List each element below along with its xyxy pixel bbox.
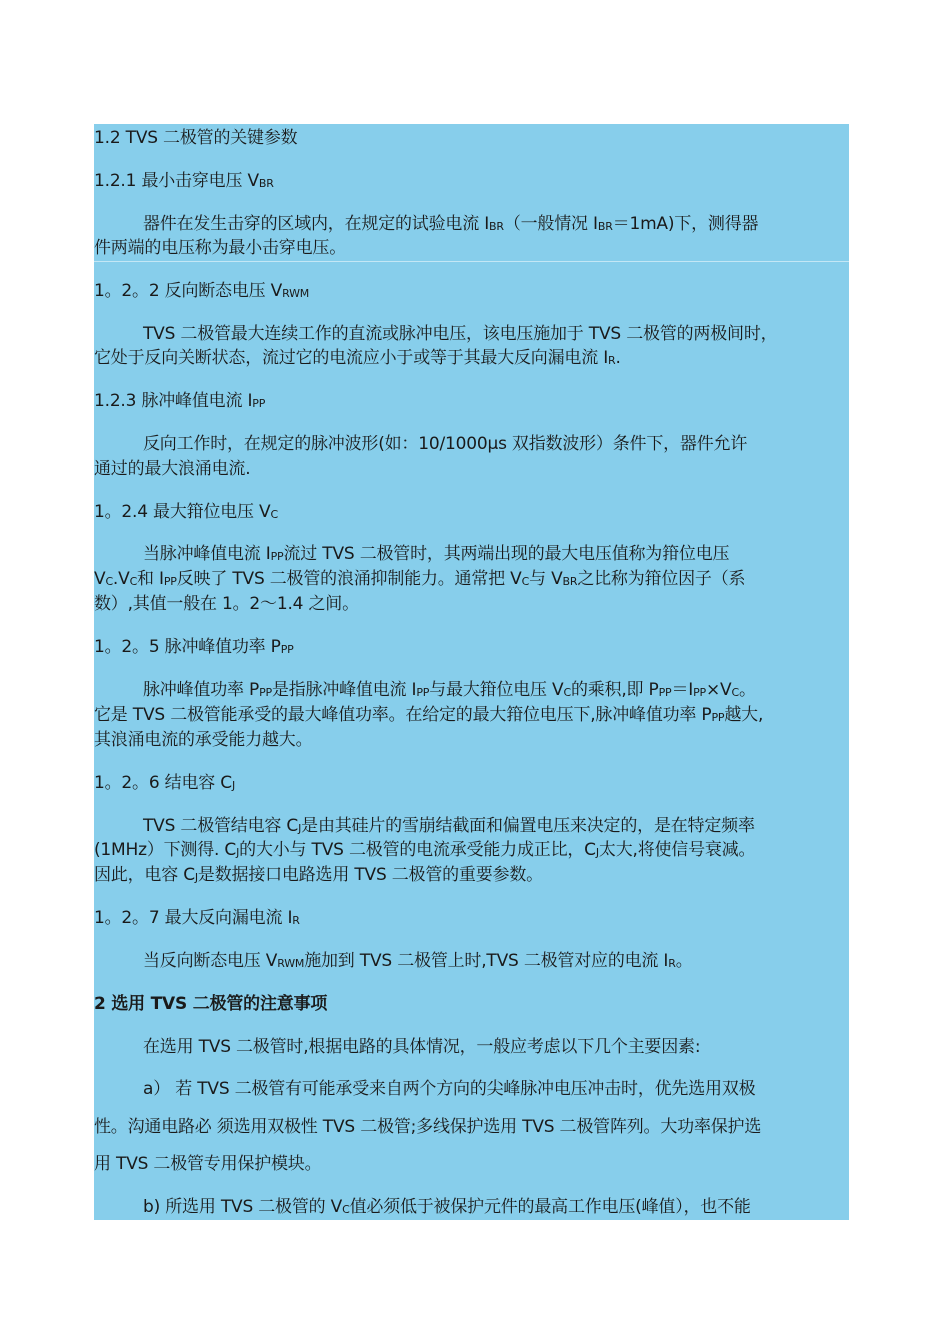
paragraph-separator (94, 261, 849, 262)
paragraph-line: 其浪涌电流的承受能力越大。 (94, 730, 313, 750)
heading-max-clamping-voltage: 1。2.4 最大箝位电压 $V_C$ (94, 502, 278, 522)
paragraph-line: (1MHz）下测得. $C_J$的大小与 TVS 二极管的电流承受能力成正比，$C_J$太大,将使信号衰减。 (94, 840, 756, 860)
paragraph-line: 用 TVS 二极管专用保护模块。 (94, 1154, 322, 1174)
heading-reverse-standoff-voltage: 1。2。2 反向断态电压 $V_{RWM}$ (94, 281, 310, 301)
paragraph-line: 在选用 TVS 二极管时,根据电路的具体情况，一般应考虑以下几个主要因素: (143, 1037, 701, 1057)
paragraph-line: 性。沟通电路必 须选用双极性 TVS 二极管;多线保护选用 TVS 二极管阵列。大功率保护选 (94, 1117, 762, 1137)
paragraph-line: TVS 二极管最大连续工作的直流或脉冲电压，该电压施加于 TVS 二极管的两极间时， (143, 324, 778, 344)
heading-max-reverse-leakage: 1。2。7 最大反向漏电流 $I_R$ (94, 908, 300, 928)
paragraph-line: 件两端的电压称为最小击穿电压。 (94, 238, 346, 258)
paragraph-line: TVS 二极管结电容 $C_J$是由其硅片的雪崩结截面和偏置电压来决定的，是在特定频率 (143, 816, 755, 836)
paragraph-line: 反向工作时，在规定的脉冲波形(如：10/1000μs 双指数波形）条件下，器件允许 (143, 434, 748, 454)
paragraph-line: b) 所选用 TVS 二极管的 $V_C$值必须低于被保护元件的最高工作电压(峰值），也不能 (143, 1197, 751, 1217)
paragraph-line: 脉冲峰值功率 $P_{PP}$是指脉冲峰值电流 $I_{PP}$与最大箝位电压 $V_C$的乘积,即 $P_{PP}=I_{PP}\times V_C$。 (143, 680, 756, 700)
heading-peak-pulse-current: 1.2.3 脉冲峰值电流 $I_{PP}$ (94, 391, 266, 411)
heading-peak-pulse-power: 1。2。5 脉冲峰值功率 $P_{PP}$ (94, 637, 294, 657)
paragraph-line: 它是 TVS 二极管能承受的最大峰值功率。在给定的最大箝位电压下,脉冲峰值功率 $P_{PP}$越大, (94, 705, 764, 725)
paragraph-line: 当脉冲峰值电流 $I_{PP}$流过 TVS 二极管时，其两端出现的最大电压值称为箝位电压 (143, 544, 730, 564)
document-page-content (94, 124, 849, 1220)
paragraph-line: 通过的最大浪涌电流. (94, 459, 251, 479)
heading-min-breakdown-voltage: 1.2.1 最小击穿电压 $V_{BR}$ (94, 171, 274, 191)
paragraph-line: 它处于反向关断状态，流过它的电流应小于或等于其最大反向漏电流 $I_R$. (94, 348, 621, 368)
paragraph-line: 数）,其值一般在 1。2～1.4 之间。 (94, 594, 359, 614)
paragraph-line: a） 若 TVS 二极管有可能承受来自两个方向的尖峰脉冲电压冲击时，优先选用双极 (143, 1079, 756, 1099)
paragraph-line: $V_C.V_C$和 $I_{PP}$反映了 TVS 二极管的浪涌抑制能力。通常把 $V_C$与 $V_{BR}$之比称为箝位因子（系 (94, 569, 746, 589)
paragraph-line: 器件在发生击穿的区域内，在规定的试验电流 $I_{BR}$（一般情况 $I_{BR}=1mA$)下，测得器 (143, 214, 759, 234)
section-heading-2: 2 选用 TVS 二极管的注意事项 (94, 994, 328, 1014)
paragraph-line: 当反向断态电压 $V_{RWM}$施加到 TVS 二极管上时,TVS 二极管对应的电流 $I_R$。 (143, 951, 693, 971)
paragraph-line: 因此，电容 $C_J$是数据接口电路选用 TVS 二极管的重要参数。 (94, 865, 543, 885)
heading-junction-capacitance: 1。2。6 结电容 $C_J$ (94, 773, 235, 793)
section-heading-1-2: 1.2 TVS 二极管的关键参数 (94, 128, 298, 148)
